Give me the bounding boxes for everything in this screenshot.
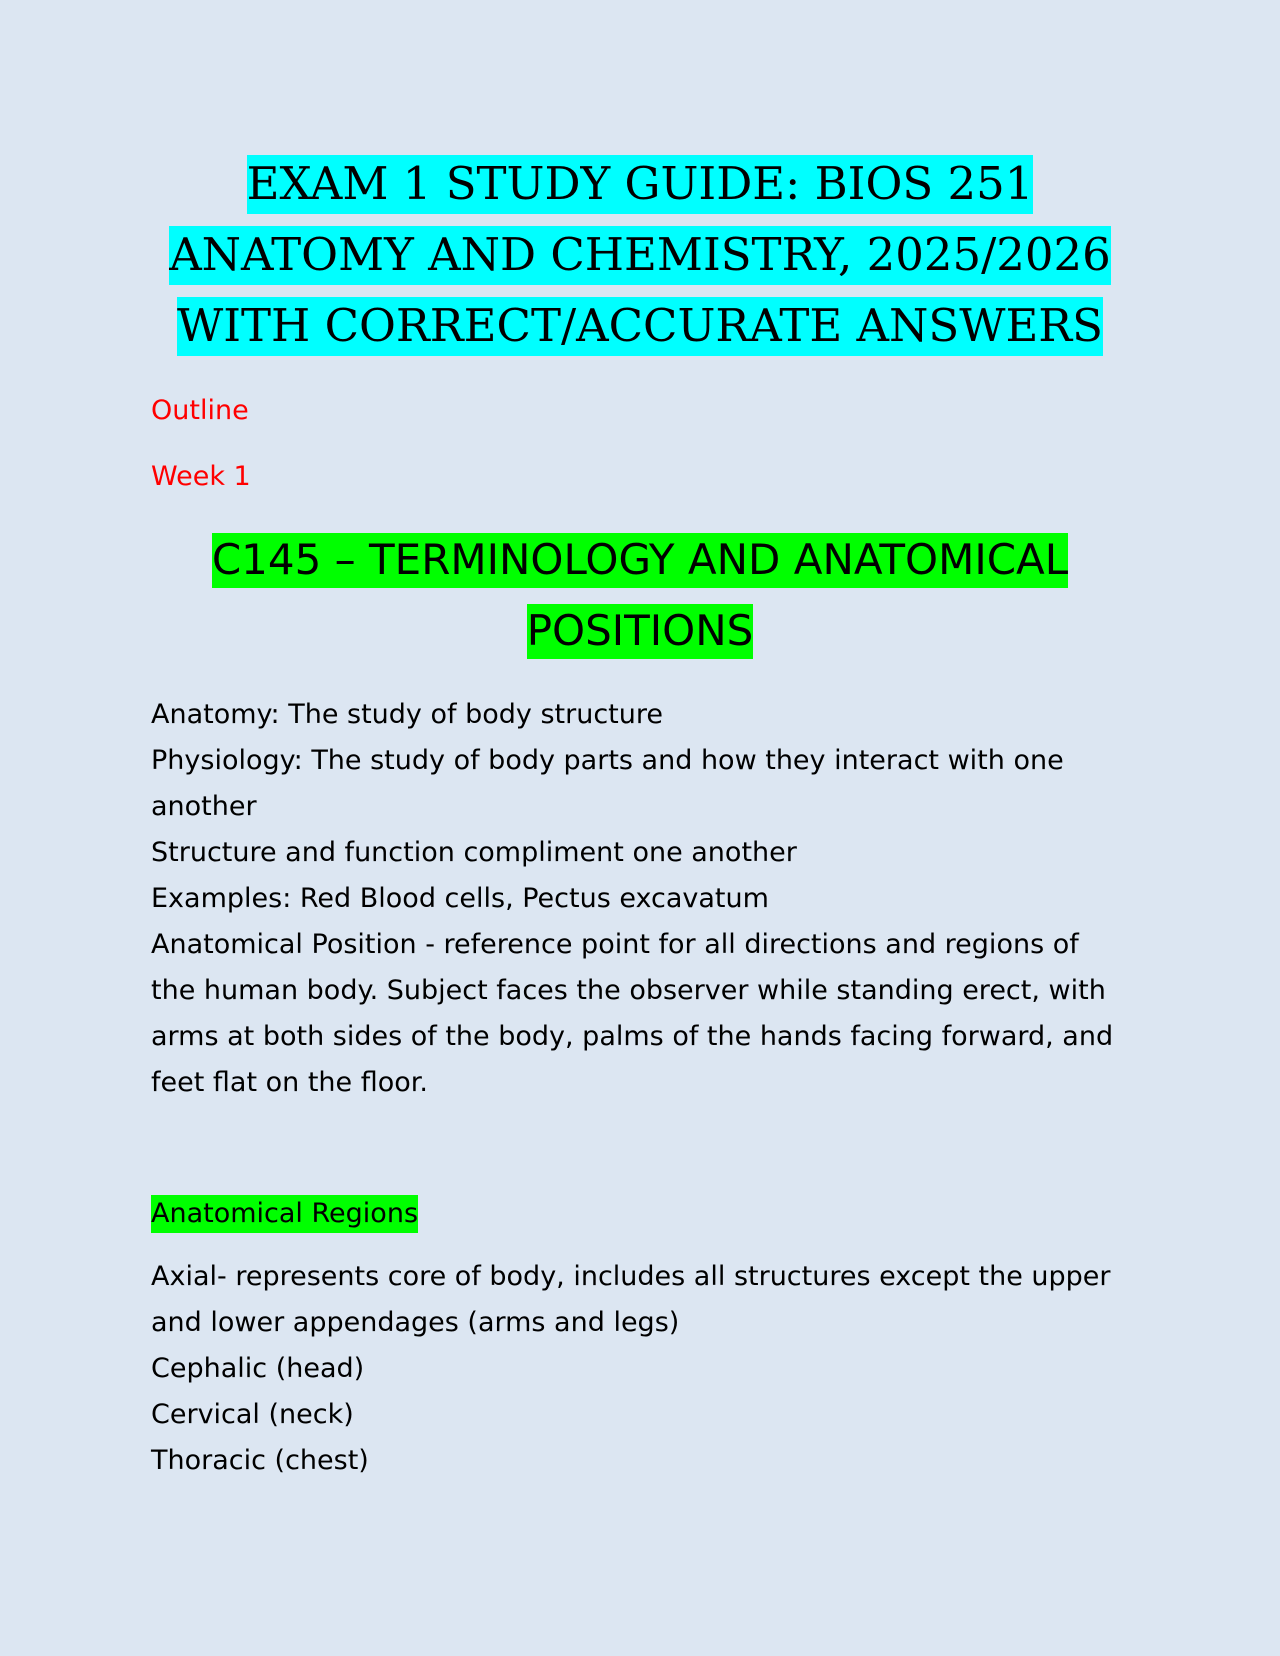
region-cervical: Cervical (neck) — [151, 1399, 354, 1430]
definition-anatomy: Anatomy: The study of body structure — [151, 699, 663, 730]
region-axial: Axial- represents core of body, includes all structures except the upper and lower appendages (arms and legs) — [151, 1261, 1111, 1338]
definitions-block — [151, 692, 1129, 1106]
outline-label: Outline — [151, 395, 249, 426]
regions-block — [151, 1254, 1129, 1484]
region-cephalic: Cephalic (head) — [151, 1353, 365, 1384]
section-heading — [151, 524, 1129, 666]
definition-anatomical-position: Anatomical Position - reference point for all directions and regions of the human body. Subject faces the observer while standing erect, with arms at both sides of the body, palms of the hands facing forward, and feet flat on the floor. — [151, 929, 1114, 1098]
regions-heading-highlight: Anatomical Regions — [151, 1195, 418, 1233]
title-highlight: EXAM 1 STUDY GUIDE: BIOS 251 ANATOMY AND CHEMISTRY, 2025/2026 WITH CORRECT/ACCURATE ANSWERS — [169, 155, 1111, 356]
document-page — [151, 148, 1129, 1484]
section-heading-highlight: C145 – TERMINOLOGY AND ANATOMICAL POSITIONS — [212, 533, 1068, 659]
document-title — [151, 148, 1129, 361]
week-label: Week 1 — [151, 461, 251, 492]
definition-physiology: Physiology: The study of body parts and how they interact with one another — [151, 745, 1064, 822]
regions-heading — [151, 1194, 1129, 1234]
definition-structure-function: Structure and function compliment one another — [151, 837, 797, 868]
definition-examples: Examples: Red Blood cells, Pectus excavatum — [151, 883, 769, 914]
region-thoracic: Thoracic (chest) — [151, 1445, 369, 1476]
